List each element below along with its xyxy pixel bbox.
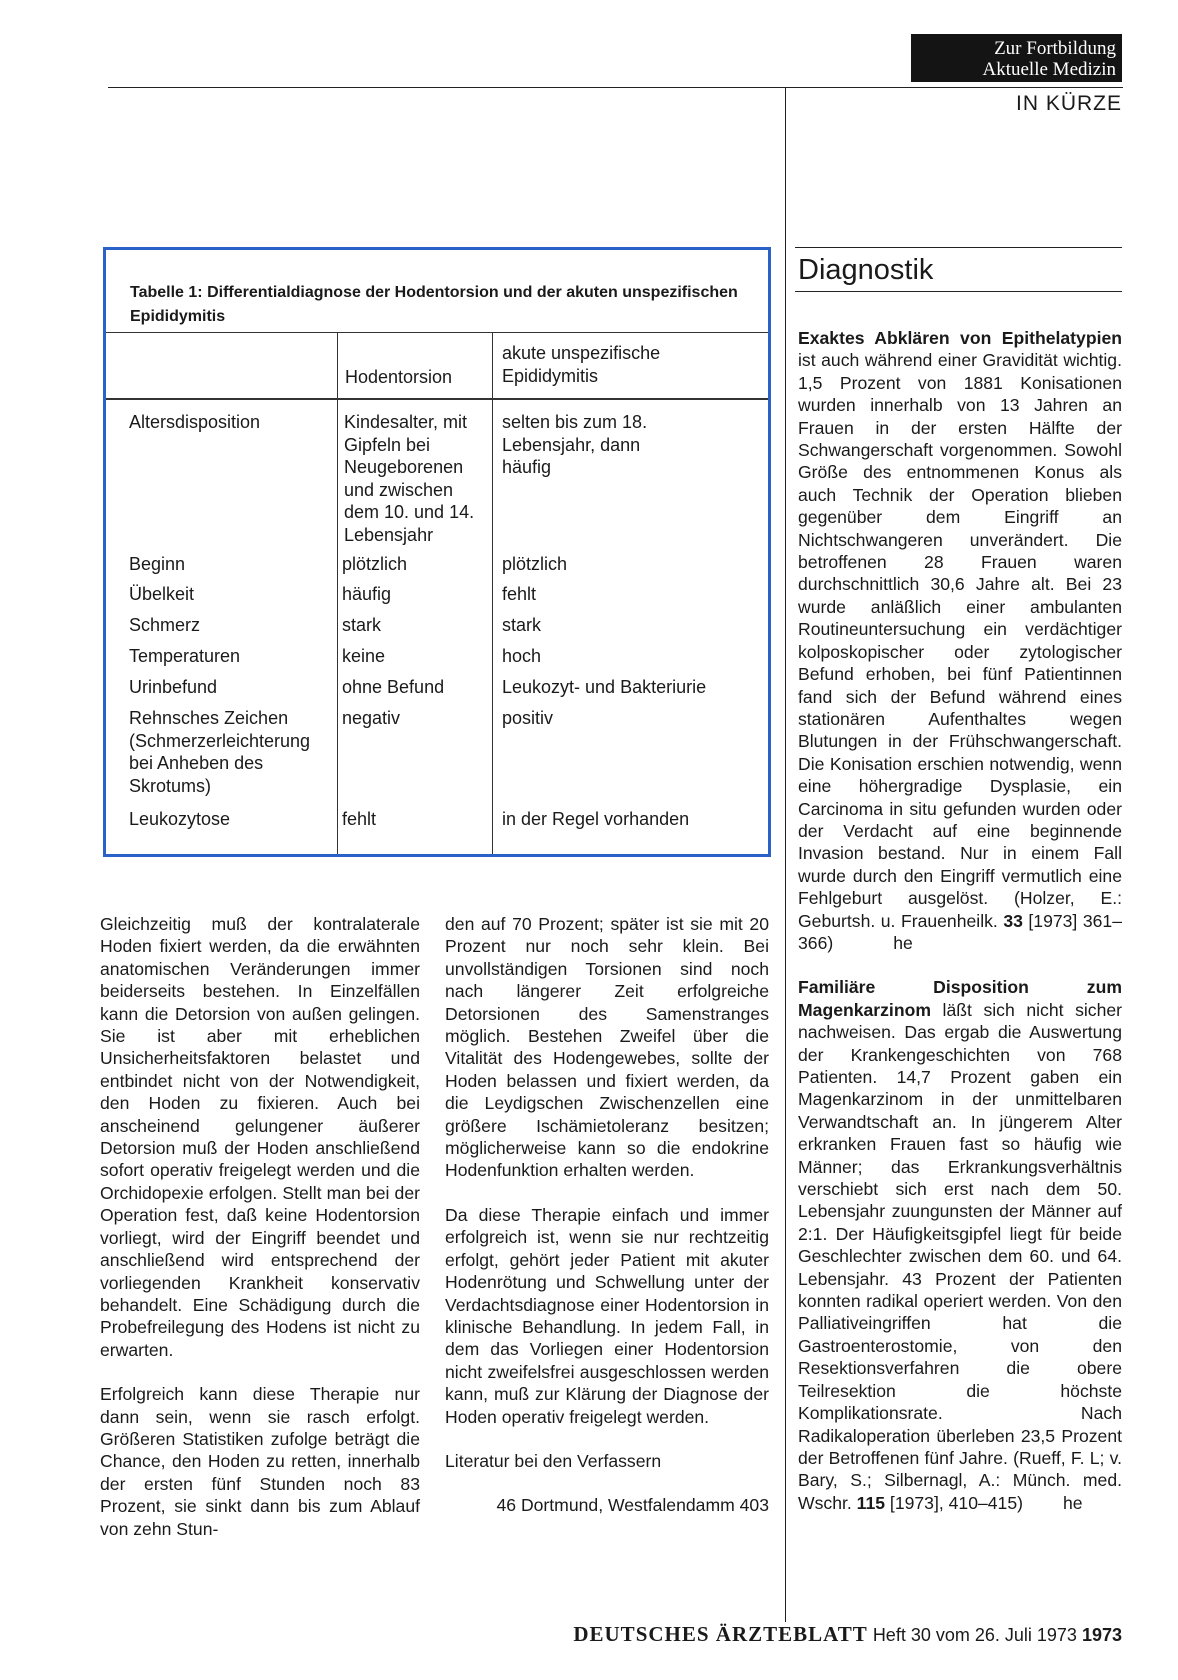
table-header-rule (106, 398, 768, 400)
table-row-label: Beginn (129, 554, 186, 574)
sidebar-title-rule-top (795, 247, 1122, 248)
table-row-label: Übelkeit (129, 584, 195, 604)
article-author: he (1062, 1492, 1083, 1513)
table-cell-hodentorsion: plötzlich (342, 554, 408, 574)
table-cell-epididymitis: positiv (502, 708, 554, 728)
table-cell-hodentorsion: Kindesalter, mit Gipfeln bei Neugeborenen und zwischen dem 10. und 14. Lebensjahr (344, 412, 475, 545)
article-ref: [1973], 410–415) (885, 1492, 1023, 1513)
column-divider (785, 87, 786, 1622)
sidebar-article-magenkarzinom (798, 976, 1122, 1514)
paragraph: Da diese Therapie einfach und immer erfolgreich ist, wenn sie nur rechtzeitig erfolgt, gehört jeder Patient mit akuter Hodenrötung und Schwellung unter der Verdachtsdiagnose einer Hodentorsion in klinische Behandlung. In jedem Fall, in dem das Vorliegen einer Hodentorsion nicht zweifelsfrei ausgeschlossen werden kann, muß zur Klärung der Diagnose der Hoden operativ freigelegt werden. (445, 1204, 769, 1427)
article-column-1 (100, 913, 420, 1540)
table-row-label: Temperaturen (129, 646, 241, 666)
table-cell-epididymitis: Leukozyt- und Bakteriurie (502, 677, 707, 697)
sidebar-article-epithelatypien (798, 327, 1122, 954)
article-body: läßt sich nicht sicher nachweisen. Das ergab die Auswertung der Krankengeschichten von 768 Patienten. 14,7 Prozent gaben ein Magenkarzinom in der unmittelbaren Verwandtschaft an. In jüngerem Alter erkranken Frauen fast so häufig wie Männer; das Erkrankungsverhältnis verschiebt sich erst nach dem 50. Lebensjahr zuungunsten der Männer auf 2:1. Der Häufigkeitsgipfel liegt für beide Geschlechter zwischen dem 60. und 64. Lebensjahr. 43 Prozent der Patienten konnten radikal operiert werden. Von den Palliativeingriffen hat die Gastroenterostomie, von den Resektionsverfahren die obere Teilresektion die höchste Komplikationsrate. Nach Radikaloperation überleben 23,5 Prozent der Betroffenen fünf Jahre. (Rueff, F. L; v. Bary, S.; Silbernagl, A.: Münch. med. Wschr. (798, 999, 1122, 1513)
article-lead: Familiäre Disposition zum Magenkarzinom (798, 977, 1122, 1020)
kicker-line-1: Zur Fortbildung (994, 38, 1116, 59)
page-footer (500, 1622, 1122, 1647)
article-author: he (893, 932, 913, 953)
article-body: ist auch während einer Gravidität wichtig. 1,5 Prozent von 1881 Konisationen wurden innerhalb von 13 Jahren an Frauen in der ersten Hälfte der Schwangerschaft vorgenommen. Sowohl Größe des entnommenen Konus als auch Technik der Operation blieben gegenüber dem Eingriff an Nichtschwangeren unverändert. Die betroffenen 28 Frauen waren durchschnittlich 30,6 Jahre alt. Bei 23 wurde anläßlich einer ambulanten Routineuntersuchung ein verdächtiger kolposkopischer oder zytologischer Befund erhoben, bei fünf Patientinnen fand sich der Befund während eines stationären Aufenthaltes wegen Blutungen in der Frühschwangerschaft. Die Konisation erschien notwendig, wenn eine höhergradige Dysplasie, ein Carcinoma in situ gefunden wurden oder der Verdacht auf eine beginnende Invasion bestand. Nur in einem Fall wurde durch den Eingriff vermutlich eine Fehlgeburt ausgelöst. (Holzer, E.: Geburtsh. u. Frauenheilk. (798, 350, 1122, 931)
issue-info: Heft 30 vom 26. Juli 1973 (872, 1625, 1077, 1645)
table-cell-epididymitis: in der Regel vorhanden (502, 809, 690, 829)
section-label: IN KÜRZE (1015, 92, 1122, 115)
table-row-label: Urinbefund (129, 677, 218, 697)
top-rule (108, 87, 1123, 88)
journal-name: DEUTSCHES ÄRZTEBLATT (573, 1622, 868, 1646)
paragraph: Gleichzeitig muß der kontralaterale Hoden fixiert werden, da die erwähnten anatomischen Veränderungen immer beiderseits bestehen. In Einzelfällen kann die Detorsion von außen gelingen. Sie ist aber mit erheblichen Unsicherheitsfaktoren belastet und entbindet nicht von der Notwendigkeit, den Hoden zu fixieren. Auch bei anscheinend gelungener äußerer Detorsion muß der Hoden anschließend sofort operativ freigelegt werden und die Orchidopexie erfolgen. Stellt man bei der Operation fest, daß keine Hodentorsion vorliegt, wird der Eingriff beendet und anschließend wird entsprechend der vorliegenden Krankheit konservativ behandelt. Eine Schädigung durch die Probefreilegung des Hodens ist nicht zu erwarten. (100, 914, 420, 1360)
literature-note: Literatur bei den Verfassern (445, 1450, 662, 1471)
author-address: 46 Dortmund, Westfalendamm 403 (496, 1495, 769, 1516)
paragraph: den auf 70 Prozent; später ist sie mit 20 Prozent nur noch sehr klein. Bei unvollständigen Torsionen sind noch nach längerer Zeit erfolgreiche Detorsionen des Samenstranges möglich. Bestehen Zweifel über die Vitalität des Hodengewebes, sollte der Hoden belassen und fixiert werden, da die Leydigschen Zwischenzellen eine größere Ischämietoleranz besitzen; möglicherweise kann so die endokrine Hodenfunktion erhalten werden. (445, 914, 769, 1181)
table-cell-hodentorsion: ohne Befund (342, 677, 445, 697)
article-volume: 33 (1003, 910, 1023, 931)
table-cell-epididymitis: selten bis zum 18. Lebensjahr, dann häufig (502, 412, 648, 477)
table-row-label: Rehnsches Zeichen (Schmerzerleichterung bei Anheben des Skrotums) (129, 708, 311, 796)
sidebar-column (798, 327, 1122, 1514)
table-header-epididymitis-line-1: akute unspezifische (502, 343, 661, 363)
table-row-label: Altersdisposition (129, 412, 261, 432)
article-lead: Exaktes Abklären von Epithelatypien (798, 328, 1122, 348)
page-number: 1973 (1081, 1625, 1122, 1645)
section-kicker (911, 34, 1122, 82)
table-row-label: Leukozytose (129, 809, 231, 829)
sidebar-title: Diagnostik (798, 254, 934, 286)
table-cell-hodentorsion: negativ (342, 708, 401, 728)
table-caption-rule (106, 332, 768, 333)
table-header-hodentorsion: Hodentorsion (345, 367, 453, 387)
table-cell-epididymitis: stark (502, 615, 542, 635)
table-column-line-2 (492, 332, 493, 854)
table-cell-epididymitis: plötzlich (502, 554, 568, 574)
table-cell-hodentorsion: häufig (342, 584, 392, 604)
sidebar-title-rule-bottom (795, 291, 1122, 292)
article-volume: 115 (856, 1492, 886, 1513)
paragraph: Erfolgreich kann diese Therapie nur dann sein, wenn sie rasch erfolgt. Größeren Statistiken zufolge beträgt die Chance, den Hoden zu retten, innerhalb der ersten fünf Stunden noch 83 Prozent, sie sinkt dann bis zum Ablauf von zehn Stun- (100, 1384, 420, 1539)
table-cell-epididymitis: hoch (502, 646, 542, 666)
table-row-label: Schmerz (129, 615, 201, 635)
table-caption: Tabelle 1: Differentialdiagnose der Hodentorsion und der akuten unspezifischen Epididymitis (130, 284, 738, 325)
table-cell-hodentorsion: fehlt (342, 809, 377, 829)
table-cell-hodentorsion: stark (342, 615, 382, 635)
article-column-2 (445, 913, 769, 1517)
kicker-line-2: Aktuelle Medizin (982, 59, 1116, 80)
table-cell-hodentorsion: keine (342, 646, 386, 666)
article-ref: [1973] 361–366) (798, 910, 1122, 953)
table-cell-epididymitis: fehlt (502, 584, 537, 604)
table-header-epididymitis-line-2: Epididymitis (502, 366, 599, 386)
